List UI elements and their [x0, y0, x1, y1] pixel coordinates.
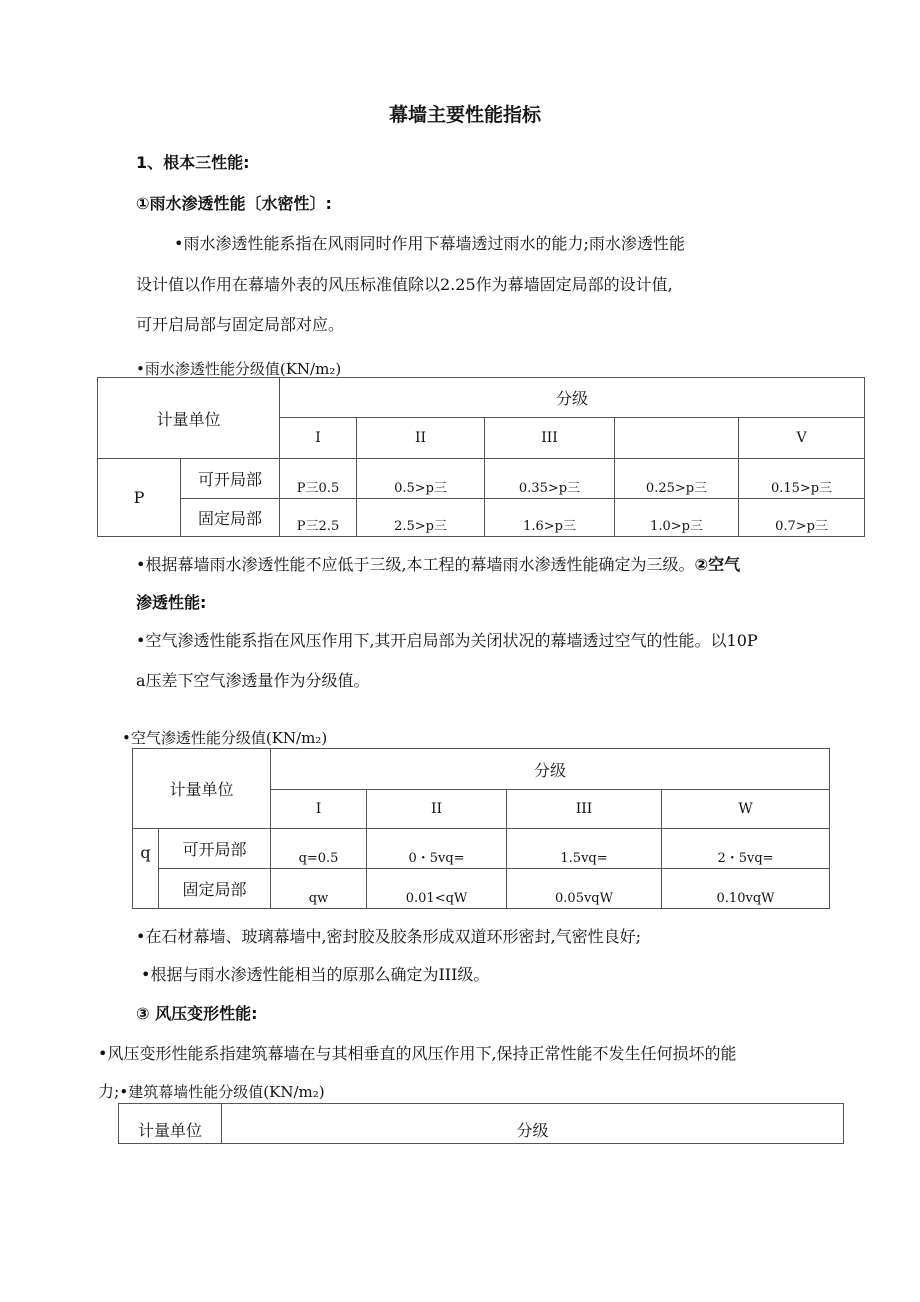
paragraph-text: •根据幕墙雨水渗透性能不应低于三级,本工程的幕墙雨水渗透性能确定为三级。 [136, 555, 695, 574]
paragraph-line [136, 552, 740, 575]
level-cell [615, 418, 739, 459]
unit-header: 计量单位 [119, 1104, 222, 1144]
subsection-heading-wind: ③ 风压变形性能: [136, 1004, 258, 1023]
level-cell: W [662, 790, 830, 829]
row-label: 可开局部 [181, 459, 280, 499]
value-cell: 0・5vq= [367, 829, 507, 869]
value-cell: 0.10vqW [662, 869, 830, 909]
paragraph-line: a压差下空气渗透量作为分级值。 [136, 671, 370, 690]
level-cell: I [271, 790, 367, 829]
subsection-heading-air: ②空气 [694, 555, 741, 574]
value-cell: 0.25>p三 [615, 459, 739, 499]
paragraph-line: •根据与雨水渗透性能相当的原那么确定为III级。 [141, 965, 490, 984]
grade-header: 分级 [271, 749, 830, 790]
level-cell: I [280, 418, 357, 459]
value-cell: 2.5>p三 [357, 499, 485, 537]
subsection-heading-air-cont: 渗透性能: [136, 593, 207, 612]
wind-grade-table [118, 1103, 844, 1144]
level-cell: V [739, 418, 865, 459]
value-cell: P三2.5 [280, 499, 357, 537]
value-cell: 1.0>p三 [615, 499, 739, 537]
table-caption: •雨水渗透性能分级值(KN/m₂) [136, 360, 342, 378]
grade-header: 分级 [222, 1104, 844, 1144]
level-cell: II [367, 790, 507, 829]
row-label: 固定局部 [159, 869, 271, 909]
paragraph-text: 力; [98, 1082, 120, 1101]
table-caption: •空气渗透性能分级值(KN/m₂) [122, 729, 328, 747]
paragraph-line: 设计值以作用在幕墙外表的风压标准值除以2.25作为幕墙固定局部的设计值, [136, 275, 673, 294]
unit-header: 计量单位 [98, 378, 280, 459]
value-cell: 0.35>p三 [485, 459, 615, 499]
paragraph-line: •在石材幕墙、玻璃幕墙中,密封胶及胶条形成双道环形密封,气密性良好; [136, 927, 642, 946]
value-cell: q=0.5 [271, 829, 367, 869]
symbol-cell: q [133, 829, 159, 909]
subsection-heading-water: ①雨水渗透性能〔水密性〕: [136, 194, 332, 213]
grade-header: 分级 [280, 378, 865, 418]
paragraph-line [98, 1079, 325, 1102]
level-cell: III [507, 790, 662, 829]
table-caption: •建筑幕墙性能分级值(KN/m₂) [119, 1083, 325, 1101]
paragraph-line: •风压变形性能系指建筑幕墙在与其相垂直的风压作用下,保持正常性能不发生任何损坏的能 [98, 1044, 737, 1063]
paragraph-line: 可开启局部与固定局部对应。 [136, 315, 345, 334]
value-cell: 0.01<qW [367, 869, 507, 909]
section-heading: 1、根本三性能: [136, 153, 250, 172]
paragraph-line: •雨水渗透性能系指在风雨同时作用下幕墙透过雨水的能力;雨水渗透性能 [174, 234, 685, 253]
value-cell: 0.15>p三 [739, 459, 865, 499]
value-cell: 1.5vq= [507, 829, 662, 869]
air-grade-table [132, 748, 830, 909]
value-cell: 1.6>p三 [485, 499, 615, 537]
water-grade-table [97, 377, 865, 537]
level-cell: II [357, 418, 485, 459]
value-cell: qw [271, 869, 367, 909]
paragraph-line: •空气渗透性能系指在风压作用下,其开启局部为关闭状况的幕墙透过空气的性能。以10P [136, 631, 758, 650]
level-cell: III [485, 418, 615, 459]
symbol-cell: P [98, 459, 181, 537]
value-cell: 0.5>p三 [357, 459, 485, 499]
row-label: 可开局部 [159, 829, 271, 869]
value-cell: 0.7>p三 [739, 499, 865, 537]
value-cell: 2・5vq= [662, 829, 830, 869]
value-cell: 0.05vqW [507, 869, 662, 909]
row-label: 固定局部 [181, 499, 280, 537]
unit-header: 计量单位 [133, 749, 271, 829]
page-title: 幕墙主要性能指标 [389, 104, 542, 126]
value-cell: P三0.5 [280, 459, 357, 499]
